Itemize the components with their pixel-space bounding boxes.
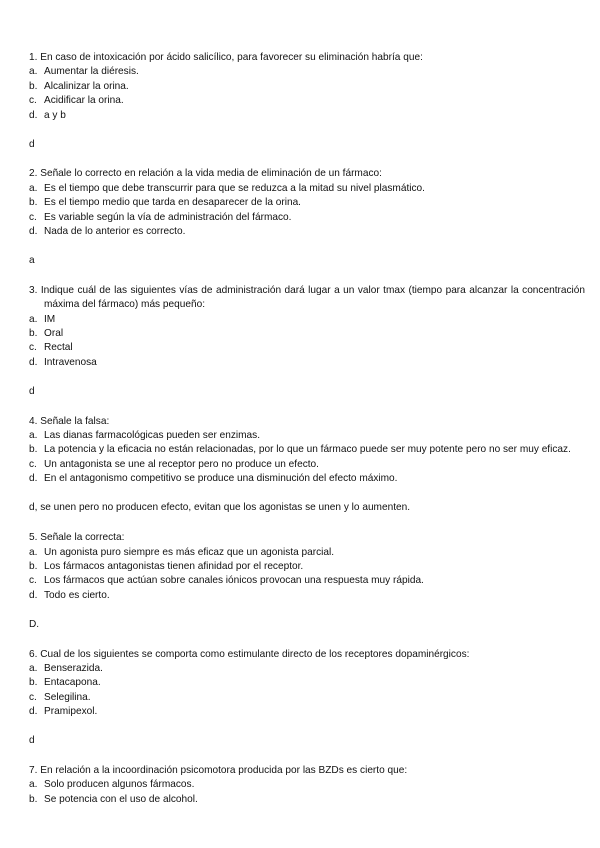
option-text: Los fármacos que actúan sobre canales iónicos provocan una respuesta muy rápida. <box>44 575 424 587</box>
answer-text: d <box>29 138 35 150</box>
question-1 <box>29 51 585 152</box>
option-text: Intravenosa <box>44 356 97 368</box>
option-text: Solo producen algunos fármacos. <box>44 779 195 791</box>
option-text: Un agonista puro siempre es más eficaz que un agonista parcial. <box>44 546 335 558</box>
answer-text: D. <box>29 618 40 630</box>
question-text: 5. Señale la correcta: <box>29 532 125 544</box>
option-text: Se potencia con el uso de alcohol. <box>44 793 198 805</box>
option-letter: b. <box>29 80 38 92</box>
option-text: Oral <box>44 328 64 340</box>
option-a <box>29 65 585 79</box>
option-a <box>29 546 585 560</box>
option-letter: d. <box>29 706 38 718</box>
option-d <box>29 109 585 123</box>
option-text: Es variable según la vía de administración del fármaco. <box>44 211 292 223</box>
option-b <box>29 80 585 94</box>
option-letter: a. <box>29 66 38 78</box>
answer-text: d <box>29 735 35 747</box>
question-text: 3. Indique cuál de las siguientes vías de administración dará lugar a un valor tmax (tiempo para alcanzar la concentración máxima del fármaco) más pequeño: <box>29 284 585 311</box>
option-text: Selegilina. <box>44 691 91 703</box>
question-6 <box>29 648 585 749</box>
option-letter: a. <box>29 313 38 325</box>
question-7 <box>29 764 585 807</box>
option-letter: d. <box>29 226 38 238</box>
option-letter: c. <box>29 575 37 587</box>
option-b <box>29 560 585 574</box>
option-text: Benserazida. <box>44 662 103 674</box>
option-text: Nada de lo anterior es correcto. <box>44 226 186 238</box>
question-list <box>29 51 585 807</box>
question-4 <box>29 415 585 516</box>
option-text: a y b <box>44 109 66 121</box>
answer-text: d, se unen pero no producen efecto, evitan que los agonistas se unen y lo aumenten. <box>29 502 411 514</box>
option-letter: a. <box>29 779 38 791</box>
option-text: Acidificar la orina. <box>44 95 124 107</box>
option-c <box>29 211 585 225</box>
question-text: 1. En caso de intoxicación por ácido salicílico, para favorecer su eliminación habría que: <box>29 52 423 63</box>
question-5 <box>29 531 585 632</box>
option-d <box>29 225 585 239</box>
option-text: Es el tiempo que debe transcurrir para que se reduzca a la mitad su nivel plasmático. <box>44 182 425 194</box>
option-letter: c. <box>29 691 37 703</box>
option-d <box>29 705 585 719</box>
option-letter: d. <box>29 473 38 485</box>
option-text: Rectal <box>44 342 73 354</box>
option-c <box>29 574 585 588</box>
option-a <box>29 429 585 443</box>
question-text: 2. Señale lo correcto en relación a la vida media de eliminación de un fármaco: <box>29 168 382 180</box>
option-letter: b. <box>29 197 38 209</box>
option-d <box>29 356 585 370</box>
option-letter: c. <box>29 95 37 107</box>
option-letter: d. <box>29 589 38 601</box>
option-letter: c. <box>29 458 37 470</box>
option-c <box>29 458 585 472</box>
option-letter: c. <box>29 342 37 354</box>
option-letter: a. <box>29 546 38 558</box>
answer-text: d <box>29 385 35 397</box>
option-text: Un antagonista se une al receptor pero no produce un efecto. <box>44 458 319 470</box>
option-text: Las dianas farmacológicas pueden ser enzimas. <box>44 430 261 442</box>
option-a <box>29 182 585 196</box>
option-letter: b. <box>29 444 38 456</box>
option-d <box>29 589 585 603</box>
option-letter: c. <box>29 211 37 223</box>
option-text: Alcalinizar la orina. <box>44 80 129 92</box>
option-a <box>29 778 585 792</box>
option-letter: b. <box>29 328 38 340</box>
question-text: 4. Señale la falsa: <box>29 415 110 427</box>
option-letter: d. <box>29 356 38 368</box>
option-text: IM <box>44 313 56 325</box>
option-text: Los fármacos antagonistas tienen afinidad por el receptor. <box>44 560 304 572</box>
option-text: Todo es cierto. <box>44 589 110 601</box>
option-c <box>29 94 585 108</box>
option-letter: a. <box>29 430 38 442</box>
option-text: Aumentar la diéresis. <box>44 66 139 78</box>
question-text: 7. En relación a la incoordinación psicomotora producida por las BZDs es cierto que: <box>29 764 408 776</box>
question-3 <box>29 284 585 399</box>
option-text: En el antagonismo competitivo se produce una disminución del efecto máximo. <box>44 473 398 485</box>
option-b <box>29 196 585 210</box>
option-letter: b. <box>29 560 38 572</box>
option-b <box>29 443 585 457</box>
answer-text: a <box>29 255 35 267</box>
option-a <box>29 313 585 327</box>
option-b <box>29 327 585 341</box>
option-a <box>29 662 585 676</box>
option-c <box>29 341 585 355</box>
option-text: Es el tiempo medio que tarda en desaparecer de la orina. <box>44 197 301 209</box>
option-letter: a. <box>29 182 38 194</box>
option-text: Pramipexol. <box>44 706 98 718</box>
option-letter: a. <box>29 662 38 674</box>
question-2 <box>29 167 585 268</box>
option-b <box>29 793 585 807</box>
option-letter: b. <box>29 793 38 805</box>
option-b <box>29 676 585 690</box>
option-text: La potencia y la eficacia no están relacionadas, por lo que un fármaco puede ser muy potente pero no ser muy eficaz. <box>44 444 571 456</box>
option-d <box>29 472 585 486</box>
option-letter: d. <box>29 109 38 121</box>
option-text: Entacapona. <box>44 677 101 689</box>
option-c <box>29 691 585 705</box>
option-letter: b. <box>29 677 38 689</box>
question-text: 6. Cual de los siguientes se comporta como estimulante directo de los receptores dopaminérgicos: <box>29 648 470 660</box>
